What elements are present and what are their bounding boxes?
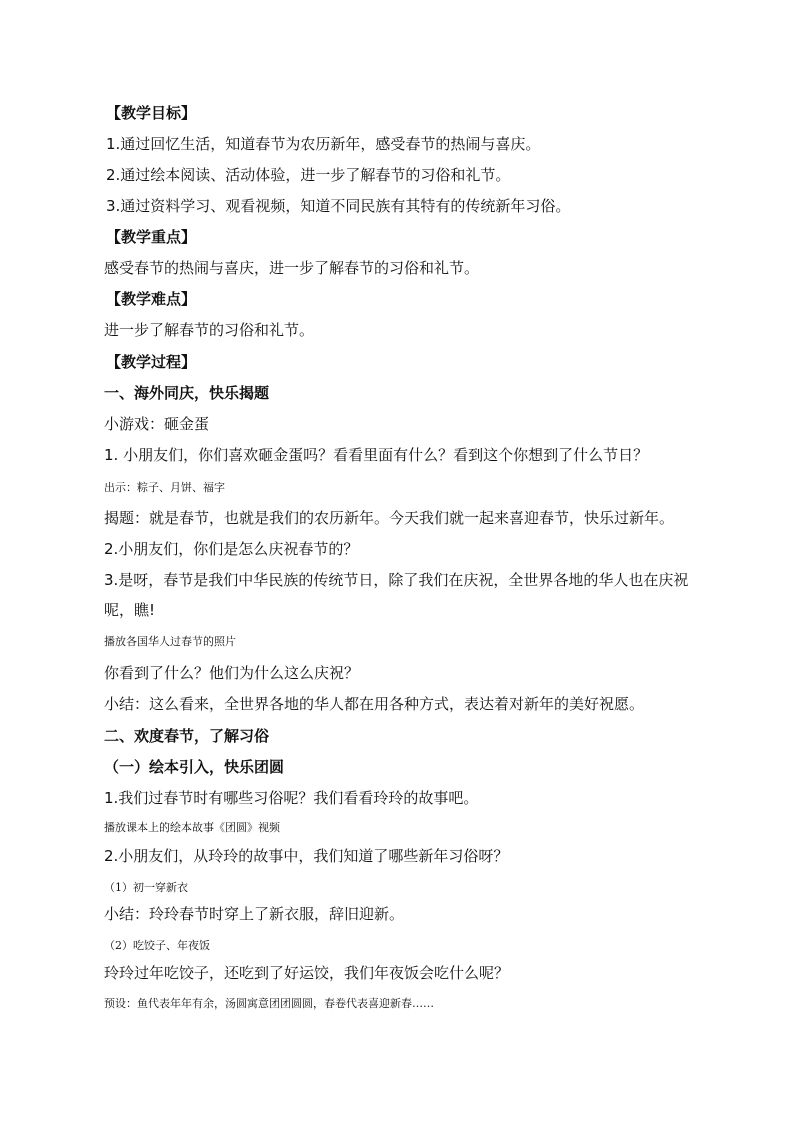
heading-teaching-goals: 【教学目标】 [106,104,197,122]
section-1-title: 一、海外同庆，快乐揭题 [104,384,270,402]
mini-game: 小游戏：砸金蛋 [104,415,210,433]
play-video-note: 播放课本上的绘本故事《团圆》视频 [104,821,280,834]
preset-answers: 预设：鱼代表年年有余，汤圆寓意团团圆圆，春卷代表喜迎新春…… [104,997,434,1010]
custom-1: （1）初一穿新衣 [104,881,188,894]
heading-process: 【教学过程】 [106,353,197,371]
dumplings-question: 玲玲过年吃饺子，还吃到了好运饺，我们年夜饭会吃什么呢？ [104,964,510,982]
play-photos-note: 播放各国华人过春节的照片 [104,635,236,648]
customs-question: 1.我们过春节时有哪些习俗呢？我们看看玲玲的故事吧。 [104,789,479,807]
heading-difficulties: 【教学难点】 [106,290,197,308]
key-points-text: 感受春节的热闹与喜庆，进一步了解春节的习俗和礼节。 [104,259,480,277]
customs-question-2: 2.小朋友们，从玲玲的故事中，我们知道了哪些新年习俗呀？ [104,847,509,865]
what-did-you-see: 你看到了什么？他们为什么这么庆祝？ [104,664,360,682]
difficulties-text: 进一步了解春节的习俗和礼节。 [104,321,315,339]
show-items-note: 出示：粽子、月饼、福字 [104,481,225,494]
goal-1: 1.通过回忆生活，知道春节为农历新年，感受春节的热闹与喜庆。 [106,135,541,153]
reveal-topic: 揭题：就是春节，也就是我们的农历新年。今天我们就一起来喜迎春节，快乐过新年。 [104,509,675,527]
question-2: 2.小朋友们，你们是怎么庆祝春节的？ [104,540,359,558]
summary-1: 小结：这么看来，全世界各地的华人都在用各种方式，表达着对新年的美好祝愿。 [104,695,645,713]
question-3: 3.是呀，春节是我们中华民族的传统节日，除了我们在庆祝，全世界各地的华人也在庆祝呢，瞧! [104,571,689,619]
section-2-title: 二、欢度春节，了解习俗 [104,727,270,745]
subsection-1-title: （一）绘本引入，快乐团圆 [104,758,285,776]
question-1: 1. 小朋友们，你们喜欢砸金蛋吗？看看里面有什么？看到这个你想到了什么节日？ [104,446,649,464]
goal-3: 3.通过资料学习、观看视频，知道不同民族有其特有的传统新年习俗。 [106,197,571,215]
summary-2: 小结：玲玲春节时穿上了新衣服，辞旧迎新。 [104,905,405,923]
heading-key-points: 【教学重点】 [106,228,197,246]
goal-2: 2.通过绘本阅读、活动体验，进一步了解春节的习俗和礼节。 [106,166,511,184]
custom-2: （2）吃饺子、年夜饭 [104,939,210,952]
